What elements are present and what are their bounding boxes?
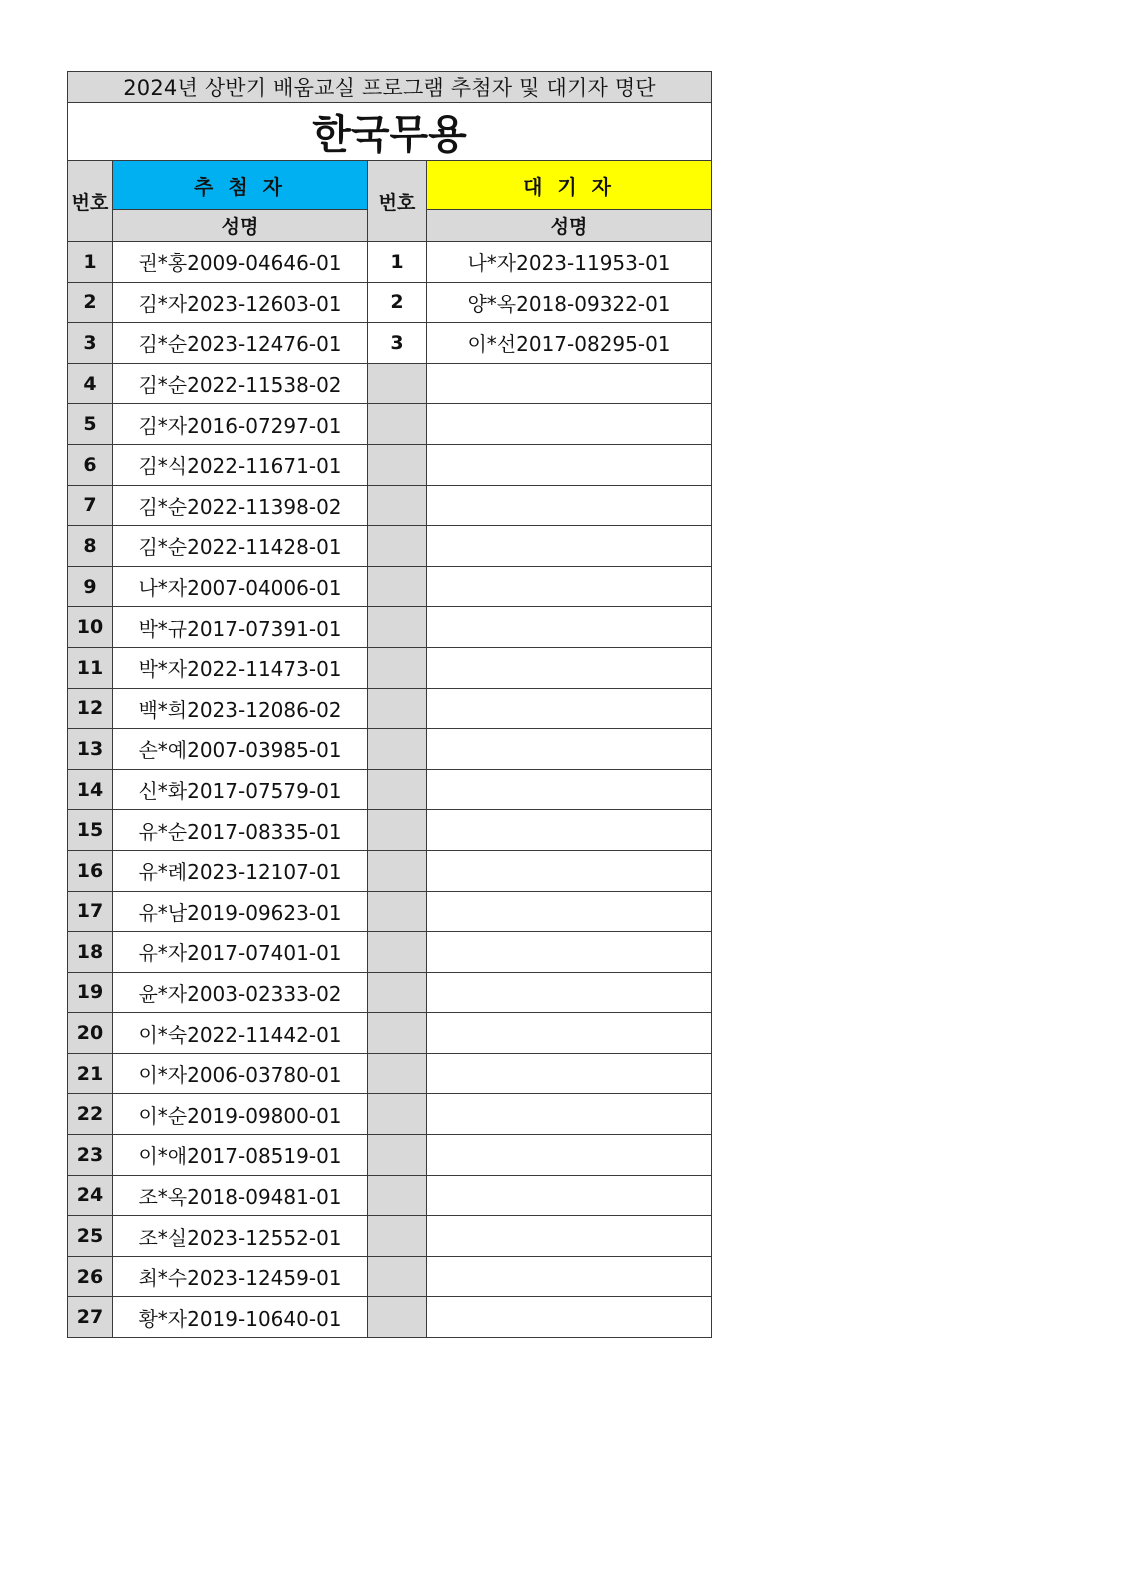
winners-name-header: 성명 bbox=[113, 210, 368, 242]
waitlist-number-empty bbox=[368, 1297, 427, 1338]
waitlist-name-empty bbox=[427, 891, 712, 932]
winner-number: 3 bbox=[68, 323, 113, 364]
table-row bbox=[68, 566, 712, 607]
winner-number: 1 bbox=[68, 242, 113, 283]
waitlist-name-empty bbox=[427, 1013, 712, 1054]
winner-name: 황*자2019-10640-01 bbox=[113, 1297, 368, 1338]
waitlist-name: 이*선2017-08295-01 bbox=[427, 323, 712, 364]
waitlist-number-empty bbox=[368, 647, 427, 688]
winner-number: 5 bbox=[68, 404, 113, 445]
winner-number: 8 bbox=[68, 526, 113, 567]
table-row bbox=[68, 932, 712, 973]
table-row bbox=[68, 688, 712, 729]
winner-number: 25 bbox=[68, 1216, 113, 1257]
table-row bbox=[68, 729, 712, 770]
table-row bbox=[68, 972, 712, 1013]
table-row bbox=[68, 444, 712, 485]
waitlist-number: 2 bbox=[368, 282, 427, 323]
winner-name: 이*순2019-09800-01 bbox=[113, 1094, 368, 1135]
table-row bbox=[68, 282, 712, 323]
waitlist-name-empty bbox=[427, 1053, 712, 1094]
winner-name: 김*자2016-07297-01 bbox=[113, 404, 368, 445]
waitlist-number-empty bbox=[368, 769, 427, 810]
winner-number: 17 bbox=[68, 891, 113, 932]
winner-name: 최*수2023-12459-01 bbox=[113, 1256, 368, 1297]
waitlist-name-empty bbox=[427, 444, 712, 485]
table-row bbox=[68, 526, 712, 567]
table-row bbox=[68, 363, 712, 404]
winner-name: 김*식2022-11671-01 bbox=[113, 444, 368, 485]
winner-number: 7 bbox=[68, 485, 113, 526]
waitlist-name-empty bbox=[427, 688, 712, 729]
winner-number: 22 bbox=[68, 1094, 113, 1135]
waitlist-number-empty bbox=[368, 363, 427, 404]
winner-number: 18 bbox=[68, 932, 113, 973]
winner-name: 김*순2022-11398-02 bbox=[113, 485, 368, 526]
waitlist-number-empty bbox=[368, 1216, 427, 1257]
table-row bbox=[68, 810, 712, 851]
waitlist-name-empty bbox=[427, 607, 712, 648]
winner-name: 김*순2023-12476-01 bbox=[113, 323, 368, 364]
winner-number: 26 bbox=[68, 1256, 113, 1297]
waitlist-number-empty bbox=[368, 404, 427, 445]
waitlist-name-header: 성명 bbox=[427, 210, 712, 242]
winner-number: 24 bbox=[68, 1175, 113, 1216]
winner-number: 13 bbox=[68, 729, 113, 770]
waitlist-name-empty bbox=[427, 932, 712, 973]
winner-name: 백*희2023-12086-02 bbox=[113, 688, 368, 729]
winner-name: 권*홍2009-04646-01 bbox=[113, 242, 368, 283]
table-row bbox=[68, 891, 712, 932]
waitlist-name: 나*자2023-11953-01 bbox=[427, 242, 712, 283]
table-row bbox=[68, 1256, 712, 1297]
winners-header: 추 첨 자 bbox=[113, 161, 368, 210]
waitlist-name-empty bbox=[427, 769, 712, 810]
winner-name: 유*례2023-12107-01 bbox=[113, 850, 368, 891]
waitlist-name-empty bbox=[427, 647, 712, 688]
winners-number-header: 번호 bbox=[68, 161, 113, 242]
table-row bbox=[68, 1297, 712, 1338]
waitlist-name-empty bbox=[427, 1297, 712, 1338]
waitlist-name-empty bbox=[427, 526, 712, 567]
header-row bbox=[68, 161, 712, 210]
winner-number: 11 bbox=[68, 647, 113, 688]
table-row bbox=[68, 607, 712, 648]
winner-number: 16 bbox=[68, 850, 113, 891]
waitlist-name: 양*옥2018-09322-01 bbox=[427, 282, 712, 323]
waitlist-name-empty bbox=[427, 1094, 712, 1135]
waitlist-number-empty bbox=[368, 1175, 427, 1216]
winner-number: 6 bbox=[68, 444, 113, 485]
waitlist-name-empty bbox=[427, 850, 712, 891]
table-row bbox=[68, 1175, 712, 1216]
roster-table bbox=[67, 71, 712, 1338]
winner-number: 10 bbox=[68, 607, 113, 648]
winner-name: 유*남2019-09623-01 bbox=[113, 891, 368, 932]
waitlist-name-empty bbox=[427, 972, 712, 1013]
waitlist-name-empty bbox=[427, 1256, 712, 1297]
winner-number: 12 bbox=[68, 688, 113, 729]
waitlist-number-empty bbox=[368, 485, 427, 526]
winner-number: 19 bbox=[68, 972, 113, 1013]
waitlist-name-empty bbox=[427, 1135, 712, 1176]
document-subtitle: 2024년 상반기 배움교실 프로그램 추첨자 및 대기자 명단 bbox=[68, 72, 712, 103]
winner-number: 23 bbox=[68, 1135, 113, 1176]
winner-name: 신*화2017-07579-01 bbox=[113, 769, 368, 810]
winner-number: 20 bbox=[68, 1013, 113, 1054]
winner-number: 21 bbox=[68, 1053, 113, 1094]
winner-name: 김*자2023-12603-01 bbox=[113, 282, 368, 323]
waitlist-name-empty bbox=[427, 1175, 712, 1216]
waitlist-number-empty bbox=[368, 526, 427, 567]
winner-name: 윤*자2003-02333-02 bbox=[113, 972, 368, 1013]
waitlist-number: 3 bbox=[368, 323, 427, 364]
table-row bbox=[68, 850, 712, 891]
winner-number: 14 bbox=[68, 769, 113, 810]
winner-name: 나*자2007-04006-01 bbox=[113, 566, 368, 607]
waitlist-name-empty bbox=[427, 363, 712, 404]
waitlist-number-empty bbox=[368, 972, 427, 1013]
table-row bbox=[68, 1013, 712, 1054]
table-row bbox=[68, 769, 712, 810]
document-title: 한국무용 bbox=[68, 103, 712, 161]
waitlist-number-empty bbox=[368, 932, 427, 973]
winner-number: 4 bbox=[68, 363, 113, 404]
table-row bbox=[68, 404, 712, 445]
waitlist-number-empty bbox=[368, 891, 427, 932]
winner-name: 손*예2007-03985-01 bbox=[113, 729, 368, 770]
winner-name: 박*규2017-07391-01 bbox=[113, 607, 368, 648]
waitlist-number-empty bbox=[368, 566, 427, 607]
table-row bbox=[68, 1094, 712, 1135]
waitlist-number-empty bbox=[368, 729, 427, 770]
table-row bbox=[68, 1135, 712, 1176]
waitlist-name-empty bbox=[427, 404, 712, 445]
table-row bbox=[68, 1216, 712, 1257]
waitlist-number-empty bbox=[368, 810, 427, 851]
winner-name: 조*실2023-12552-01 bbox=[113, 1216, 368, 1257]
waitlist-number-empty bbox=[368, 688, 427, 729]
winner-number: 9 bbox=[68, 566, 113, 607]
winner-name: 조*옥2018-09481-01 bbox=[113, 1175, 368, 1216]
table-row bbox=[68, 323, 712, 364]
waitlist-number-header: 번호 bbox=[368, 161, 427, 242]
table-row bbox=[68, 647, 712, 688]
winner-number: 27 bbox=[68, 1297, 113, 1338]
subtitle-row bbox=[68, 72, 712, 103]
winner-name: 이*숙2022-11442-01 bbox=[113, 1013, 368, 1054]
waitlist-number-empty bbox=[368, 1256, 427, 1297]
winner-name: 김*순2022-11428-01 bbox=[113, 526, 368, 567]
waitlist-name-empty bbox=[427, 485, 712, 526]
table-row bbox=[68, 485, 712, 526]
waitlist-name-empty bbox=[427, 729, 712, 770]
table-row bbox=[68, 1053, 712, 1094]
waitlist-number-empty bbox=[368, 607, 427, 648]
winner-name: 이*애2017-08519-01 bbox=[113, 1135, 368, 1176]
winner-name: 유*순2017-08335-01 bbox=[113, 810, 368, 851]
table-row bbox=[68, 242, 712, 283]
waitlist-header: 대 기 자 bbox=[427, 161, 712, 210]
waitlist-name-empty bbox=[427, 810, 712, 851]
waitlist-number-empty bbox=[368, 1135, 427, 1176]
winner-name: 박*자2022-11473-01 bbox=[113, 647, 368, 688]
waitlist-number-empty bbox=[368, 444, 427, 485]
waitlist-number-empty bbox=[368, 1094, 427, 1135]
waitlist-name-empty bbox=[427, 1216, 712, 1257]
winner-name: 김*순2022-11538-02 bbox=[113, 363, 368, 404]
winner-number: 2 bbox=[68, 282, 113, 323]
waitlist-number-empty bbox=[368, 1013, 427, 1054]
winner-name: 유*자2017-07401-01 bbox=[113, 932, 368, 973]
winner-name: 이*자2006-03780-01 bbox=[113, 1053, 368, 1094]
waitlist-number-empty bbox=[368, 850, 427, 891]
title-row bbox=[68, 103, 712, 161]
winner-number: 15 bbox=[68, 810, 113, 851]
waitlist-number: 1 bbox=[368, 242, 427, 283]
waitlist-number-empty bbox=[368, 1053, 427, 1094]
waitlist-name-empty bbox=[427, 566, 712, 607]
